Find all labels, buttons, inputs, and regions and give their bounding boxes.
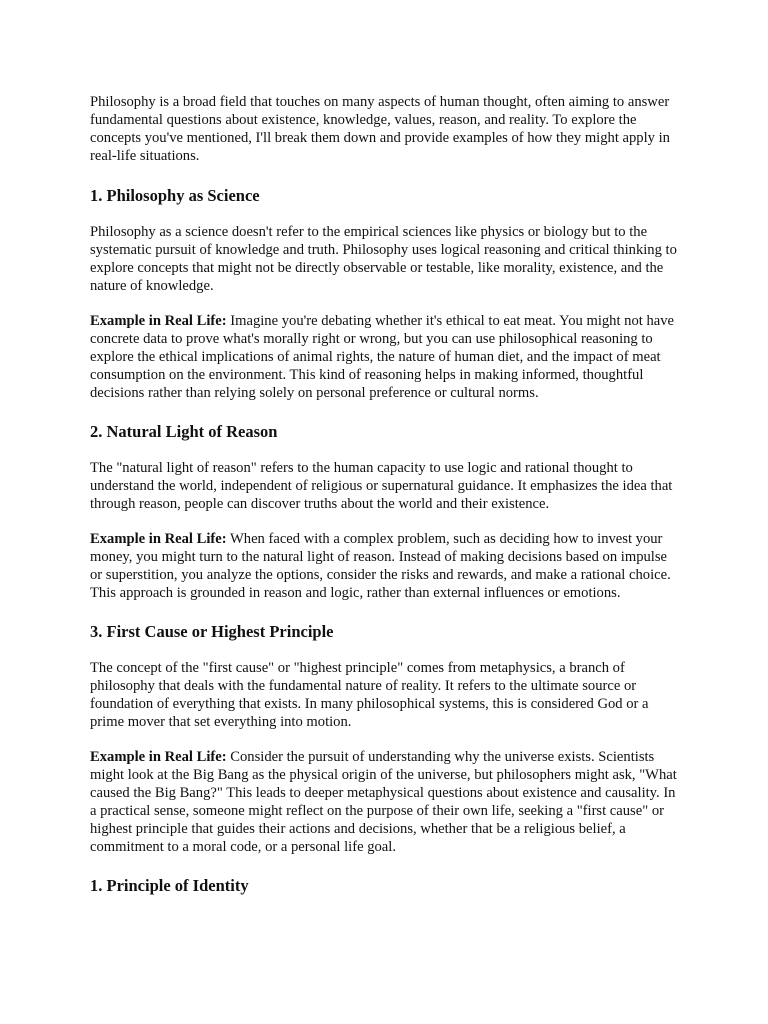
example-text: Imagine you're debating whether it's ethical to eat meat. You might not have concrete data to prove what's morally right or wrong, but you can use philosophical reasoning to explore the ethical implications of animal rights, the nature of human diet, and the impact of meat consumption on the environment. This kind of reasoning helps in making informed, thoughtful decisions rather than relying solely on personal preference or cultural norms. <box>90 313 675 401</box>
example-text: Consider the pursuit of understanding why the universe exists. Scientists might look at the Big Bang as the physical origin of the universe, but philosophers might ask, "What caused the Big Bang?" This leads to deeper metaphysical questions about existence and causality. In a practical sense, someone might reflect on the purpose of their own life, seeking a "first cause" or highest principle that guides their actions and decisions, whether that be a religious belief, a commitment to a moral code, or a personal life goal. <box>90 749 677 855</box>
section-heading-first-cause: 3. First Cause or Highest Principle <box>90 622 334 641</box>
intro-paragraph: Philosophy is a broad field that touches on many aspects of human thought, often aiming to answer fundamental questions about existence, knowledge, values, reason, and reality. To explore the concepts you've mentioned, I'll break them down and provide examples of how they might apply in real-life situations. <box>90 94 670 164</box>
example-text: When faced with a complex problem, such as deciding how to invest your money, you might turn to the natural light of reason. Instead of making decisions based on impulse or superstition, you analyze the options, consider the risks and rewards, and make a rational choice. This approach is grounded in reason and logic, rather than external influences or emotions. <box>90 531 671 601</box>
section-body-philosophy-as-science: Philosophy as a science doesn't refer to the empirical sciences like physics or biology but to the systematic pursuit of knowledge and truth. Philosophy uses logical reasoning and critical thinking to explore concepts that might not be directly observable or testable, like morality, existence, and the nature of knowledge. <box>90 224 677 294</box>
section-heading-principle-of-identity: 1. Principle of Identity <box>90 876 249 895</box>
example-lead-label: Example in Real Life: <box>90 313 227 329</box>
example-paragraph-first-cause <box>90 748 680 856</box>
document-page <box>90 93 680 913</box>
example-lead-label: Example in Real Life: <box>90 749 227 765</box>
section-heading-natural-light-of-reason: 2. Natural Light of Reason <box>90 422 278 441</box>
section-body-natural-light-of-reason: The "natural light of reason" refers to the human capacity to use logic and rational thought to understand the world, independent of religious or supernatural guidance. It emphasizes the idea that through reason, people can discover truths about the world and their existence. <box>90 460 673 512</box>
section-body-first-cause: The concept of the "first cause" or "highest principle" comes from metaphysics, a branch of philosophy that deals with the fundamental nature of reality. It refers to the ultimate source or foundation of everything that exists. In many philosophical systems, this is considered God or a prime mover that set everything into motion. <box>90 660 649 730</box>
example-lead-label: Example in Real Life: <box>90 531 227 547</box>
section-heading-philosophy-as-science: 1. Philosophy as Science <box>90 186 260 205</box>
example-paragraph-philosophy-as-science <box>90 312 680 402</box>
example-paragraph-natural-light-of-reason <box>90 530 680 602</box>
